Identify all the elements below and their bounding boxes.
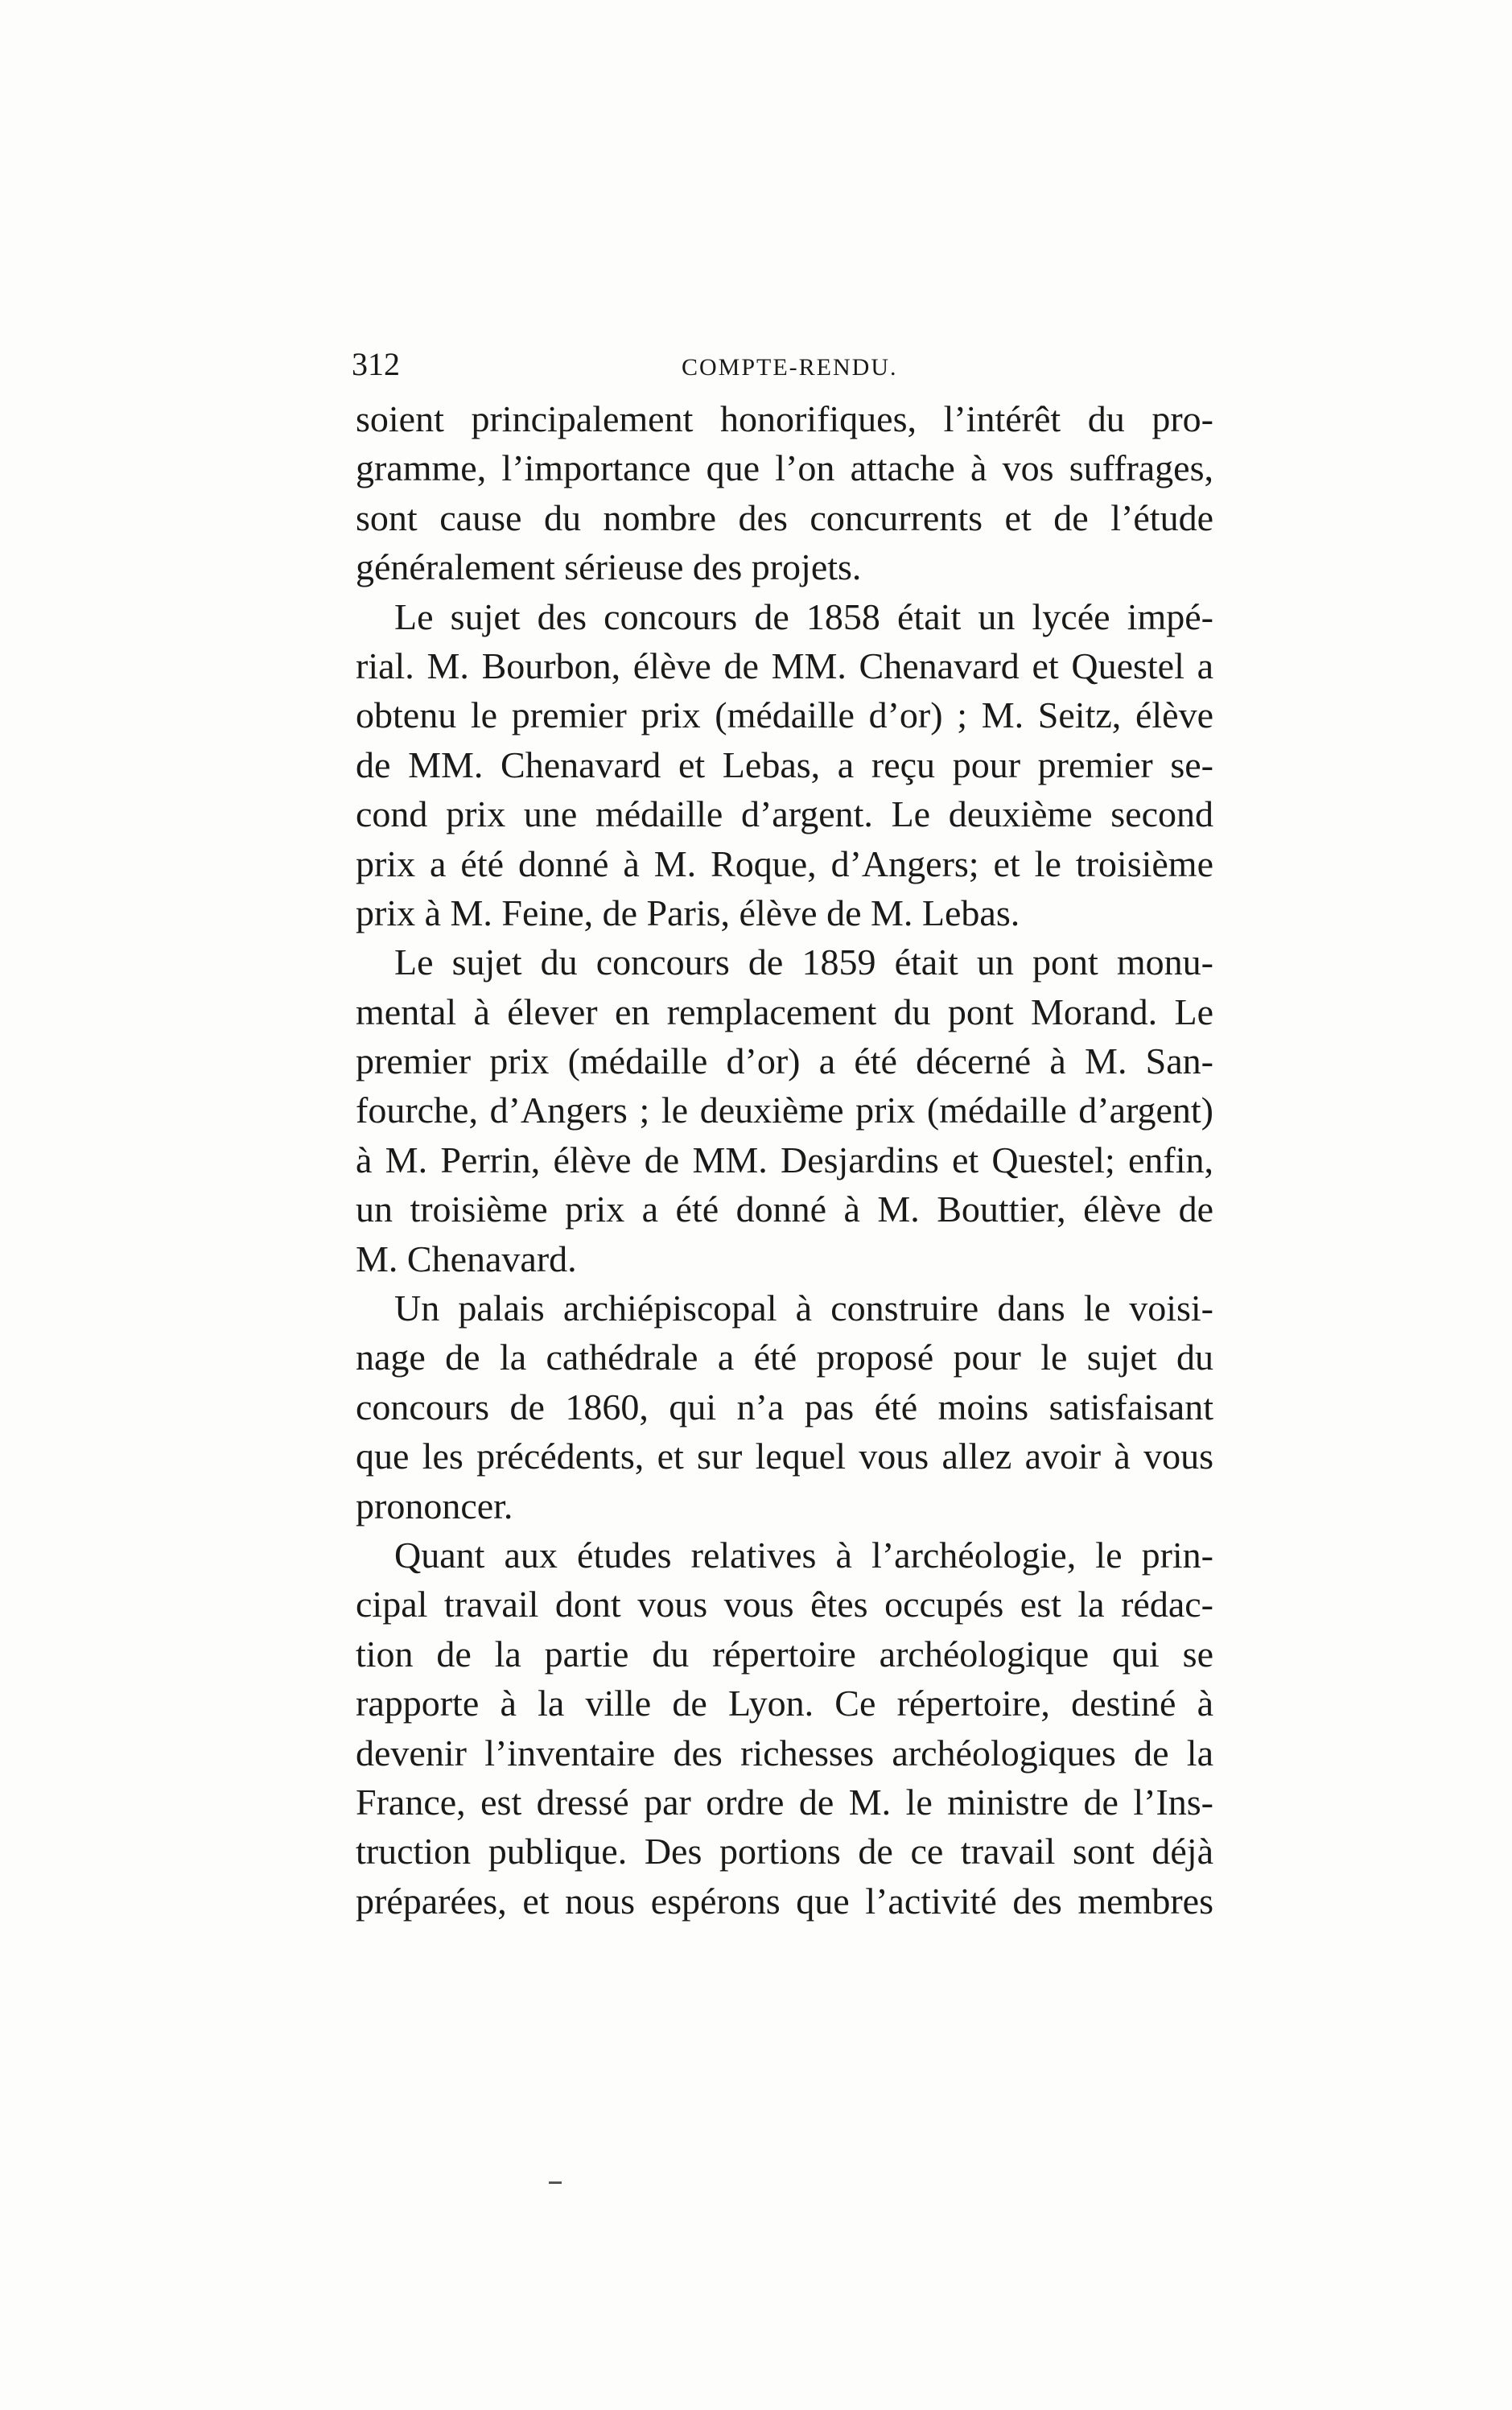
text-line: cond prix une médaille d’argent. Le deuxième second: [356, 793, 1213, 835]
text-line: un troisième prix a été donné à M. Bouttier, élève de: [356, 1189, 1213, 1230]
text-line: Le sujet du concours de 1859 était un pont monu-: [394, 941, 1213, 983]
text-line: de MM. Chenavard et Lebas, a reçu pour premier se-: [356, 744, 1213, 785]
text-line: cipal travail dont vous vous êtes occupés est la rédac-: [356, 1584, 1213, 1625]
text-line: rapporte à la ville de Lyon. Ce répertoire, destiné à: [356, 1683, 1213, 1724]
text-line: préparées, et nous espérons que l’activité des membres: [356, 1880, 1213, 1922]
page-number: 312: [352, 346, 400, 382]
text-line: France, est dressé par ordre de M. le ministre de l’Ins-: [356, 1781, 1213, 1823]
text-line: Un palais archiépiscopal à construire dans le voisi-: [394, 1287, 1213, 1329]
print-mark: [549, 2181, 562, 2184]
text-line: Quant aux études relatives à l’archéologie, le prin-: [394, 1534, 1213, 1576]
text-line: concours de 1860, qui n’a pas été moins satisfaisant: [356, 1386, 1213, 1427]
text-line: fourche, d’Angers ; le deuxième prix (médaille d’argent): [356, 1090, 1213, 1131]
text-line: tion de la partie du répertoire archéologique qui se: [356, 1633, 1213, 1675]
text-line: premier prix (médaille d’or) a été décerné à M. San-: [356, 1040, 1213, 1082]
text-line: soient principalement honorifiques, l’intérêt du pro-: [356, 398, 1213, 439]
text-line: obtenu le premier prix (médaille d’or) ; M. Seitz, élève: [356, 694, 1213, 736]
text-line: Le sujet des concours de 1858 était un lycée impé-: [394, 595, 1213, 637]
running-head: COMPTE-RENDU.: [682, 354, 898, 381]
text-line: truction publique. Des portions de ce travail sont déjà: [356, 1831, 1213, 1872]
text-line: prononcer.: [356, 1485, 513, 1526]
text-line: prix à M. Feine, de Paris, élève de M. Lebas.: [356, 892, 1020, 933]
text-line: devenir l’inventaire des richesses archéologiques de la: [356, 1732, 1213, 1774]
text-line: mental à élever en remplacement du pont Morand. Le: [356, 991, 1213, 1032]
body-text: [356, 394, 1213, 1926]
text-line: que les précédents, et sur lequel vous allez avoir à vous: [356, 1436, 1213, 1477]
text-line: M. Chenavard.: [356, 1238, 577, 1279]
text-line: généralement sérieuse des projets.: [356, 546, 862, 588]
text-line: à M. Perrin, élève de MM. Desjardins et Questel; enfin,: [356, 1139, 1213, 1180]
text-line: nage de la cathédrale a été proposé pour le sujet du: [356, 1337, 1213, 1378]
page-header: [352, 344, 1222, 385]
text-line: prix a été donné à M. Roque, d’Angers; et le troisième: [356, 842, 1213, 884]
text-line: sont cause du nombre des concurrents et de l’étude: [356, 496, 1213, 538]
text-line: rial. M. Bourbon, élève de MM. Chenavard et Questel a: [356, 645, 1213, 686]
text-line: gramme, l’importance que l’on attache à vos suffrages,: [356, 447, 1213, 489]
